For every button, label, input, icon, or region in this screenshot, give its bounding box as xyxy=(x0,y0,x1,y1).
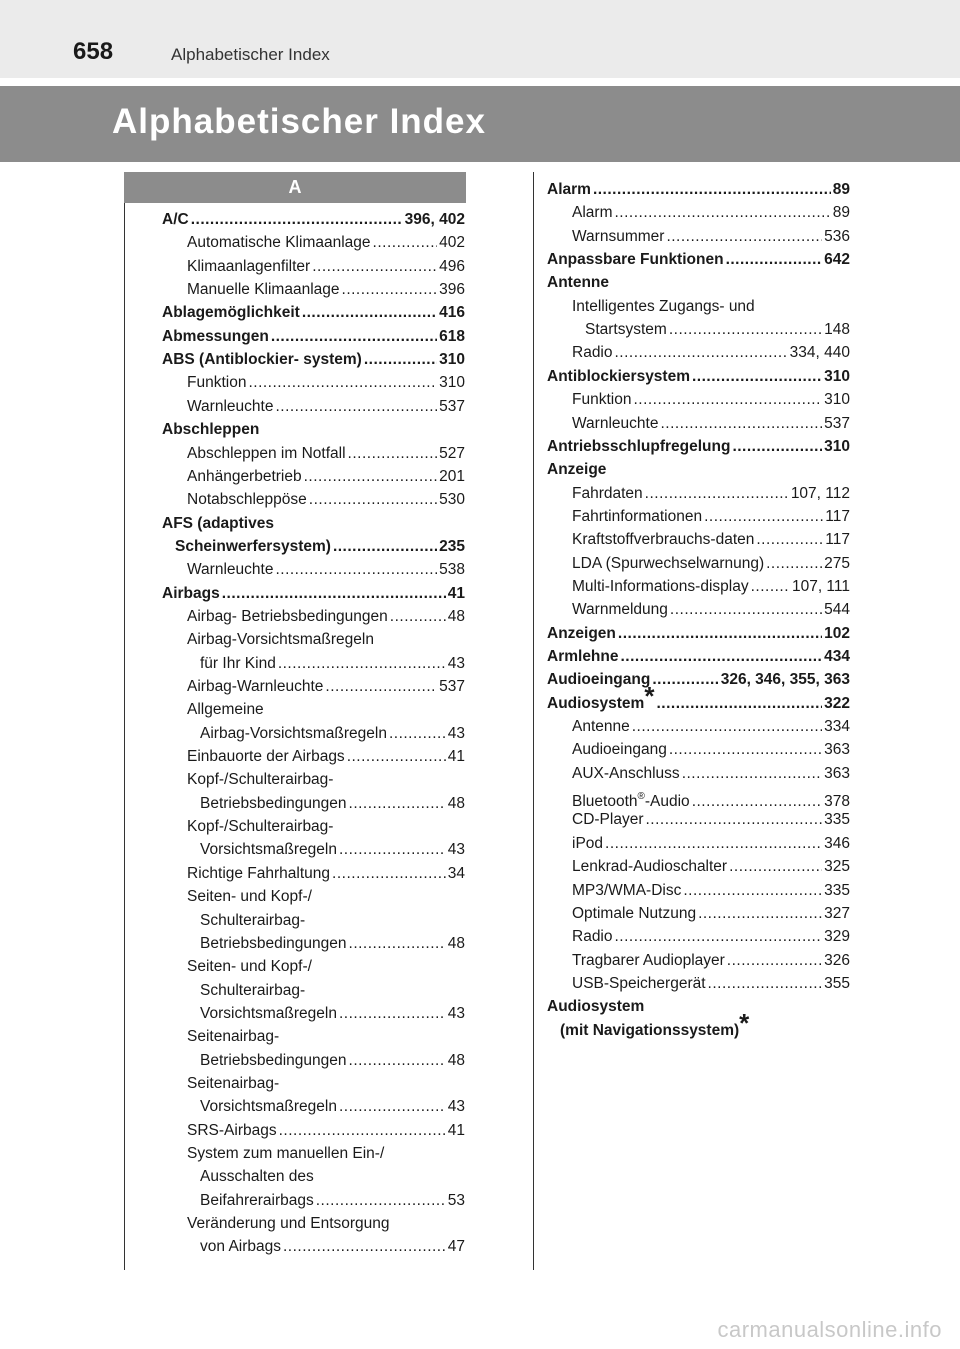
index-entry xyxy=(585,320,850,342)
page-reference: 334 xyxy=(824,718,850,736)
dot-leader xyxy=(325,677,437,697)
index-term: Anzeige xyxy=(547,461,607,479)
dot-leader xyxy=(342,280,438,300)
page-reference: 434 xyxy=(824,648,850,665)
dot-leader xyxy=(660,414,822,434)
index-entry xyxy=(187,1121,465,1143)
watermark: carmanualsonline.info xyxy=(717,1317,942,1342)
index-entry xyxy=(572,577,850,599)
index-term: Einbauorte der Airbags xyxy=(187,748,345,766)
index-entry xyxy=(162,327,465,349)
page-reference: 47 xyxy=(447,1238,465,1256)
index-entry xyxy=(187,887,465,909)
index-term: Fahrdaten xyxy=(572,484,643,502)
dot-leader xyxy=(726,250,823,270)
index-term: Ablagemöglichkeit xyxy=(162,304,300,322)
index-term: Warnleuchte xyxy=(187,397,274,415)
title-band xyxy=(0,86,960,162)
page-reference: 329 xyxy=(824,928,850,946)
index-term: Seitenairbag- xyxy=(187,1028,280,1046)
index-entry xyxy=(200,794,465,816)
index-entry xyxy=(187,1027,465,1049)
index-term: Airbag-Vorsichtsmaßregeln xyxy=(200,724,387,742)
index-entry xyxy=(200,1191,465,1213)
index-entry xyxy=(162,350,465,372)
index-term: Antriebsschlupfregelung xyxy=(547,437,731,455)
index-entry xyxy=(162,420,465,442)
dot-leader xyxy=(732,437,822,457)
index-term: Manuelle Klimaanlage xyxy=(187,281,340,299)
dot-leader xyxy=(349,934,446,954)
dot-leader xyxy=(652,670,718,690)
index-entry xyxy=(162,303,465,325)
index-term: (mit Navigationssystem) xyxy=(560,1021,740,1039)
index-entry xyxy=(200,1051,465,1073)
index-term: von Airbags xyxy=(200,1238,281,1256)
index-term: Antiblockiersystem xyxy=(547,367,690,385)
index-term: Airbag-Warnleuchte xyxy=(187,678,324,695)
dot-leader xyxy=(373,233,438,253)
dot-leader xyxy=(751,577,790,597)
index-term: Betriebsbedingungen xyxy=(200,1051,347,1069)
index-entry xyxy=(572,974,850,996)
index-entry xyxy=(560,1007,850,1043)
dot-leader xyxy=(278,654,446,674)
index-term: Anzeigen xyxy=(547,624,616,642)
dot-leader xyxy=(605,834,822,854)
dot-leader xyxy=(756,530,823,550)
index-term: Scheinwerfersystem) xyxy=(175,537,331,555)
page-reference: 335 xyxy=(824,881,850,899)
dot-leader xyxy=(621,647,823,667)
page-reference: 310 xyxy=(824,391,850,409)
index-entry xyxy=(187,280,465,302)
index-term: Warnleuchte xyxy=(572,414,659,432)
index-entry xyxy=(187,490,465,512)
index-entry xyxy=(187,630,465,652)
index-entry xyxy=(547,460,850,482)
index-term: USB-Speichergerät xyxy=(572,974,706,992)
dot-leader xyxy=(656,694,822,714)
index-term: Notabschleppöse xyxy=(187,491,307,509)
dot-leader xyxy=(729,857,822,877)
index-term: Audioeingang xyxy=(572,741,667,759)
page-reference: 43 xyxy=(447,1004,465,1022)
page-reference: 402 xyxy=(439,234,465,252)
dot-leader xyxy=(316,1191,446,1211)
page-reference: 43 xyxy=(447,1098,465,1116)
page-reference: 34 xyxy=(447,864,465,882)
page-reference: 117 xyxy=(825,507,850,525)
index-term: Alarm xyxy=(547,181,591,198)
page-reference: 335 xyxy=(824,811,850,829)
dot-leader xyxy=(275,397,437,417)
page-reference: 48 xyxy=(447,607,465,625)
index-entry xyxy=(200,981,465,1003)
page-reference: 355 xyxy=(824,974,850,992)
dot-leader xyxy=(727,951,822,971)
dot-leader xyxy=(275,560,437,580)
index-term: Warnmeldung xyxy=(572,601,668,619)
page-reference: 41 xyxy=(447,1121,465,1139)
index-entry xyxy=(187,1144,465,1166)
index-term: Antenne xyxy=(547,274,609,292)
index-entry xyxy=(175,537,465,559)
index-entry xyxy=(187,770,465,792)
dot-leader xyxy=(332,864,446,884)
index-term: MP3/WMA-Disc xyxy=(572,881,682,899)
index-entry xyxy=(572,904,850,926)
index-entry xyxy=(187,257,465,279)
page-reference: 326, 346, 355, 363 xyxy=(720,671,850,689)
index-term: Alarm xyxy=(572,204,613,222)
dot-leader xyxy=(633,390,822,410)
index-entry xyxy=(572,390,850,412)
index-entry xyxy=(572,414,850,436)
dot-leader xyxy=(614,203,830,223)
index-entry xyxy=(187,864,465,886)
dot-leader xyxy=(645,810,822,830)
dot-leader xyxy=(669,740,822,760)
dot-leader xyxy=(283,1237,446,1257)
index-entry xyxy=(200,1237,465,1259)
index-entry xyxy=(187,607,465,629)
page-reference: 148 xyxy=(824,321,850,339)
dot-leader xyxy=(766,554,822,574)
index-term: Radio xyxy=(572,344,613,362)
index-entry xyxy=(187,700,465,722)
index-entry xyxy=(200,1097,465,1119)
dot-leader xyxy=(615,343,788,363)
index-entry xyxy=(572,530,850,552)
page-reference: 43 xyxy=(447,841,465,859)
index-term: Vorsichtsmaßregeln xyxy=(200,1004,337,1022)
page-reference: 396 xyxy=(439,281,465,299)
page-reference: 235 xyxy=(439,537,465,555)
index-term: Airbags xyxy=(162,584,220,602)
page-reference: 537 xyxy=(824,414,850,432)
index-entry xyxy=(187,397,465,419)
index-term: Beifahrerairbags xyxy=(200,1191,314,1209)
index-term: LDA (Spurwechselwarnung) xyxy=(572,554,765,572)
index-entry xyxy=(572,600,850,622)
index-term: AUX-Anschluss xyxy=(572,764,680,782)
index-entry xyxy=(187,677,465,699)
dot-leader xyxy=(349,794,446,814)
page-reference: 378 xyxy=(824,793,850,811)
page-reference: 325 xyxy=(824,858,850,876)
dot-leader xyxy=(339,1004,446,1024)
page-reference: 48 xyxy=(447,1051,465,1069)
dot-leader xyxy=(682,764,822,784)
dot-leader xyxy=(339,840,446,860)
page-reference: 363 xyxy=(824,764,850,782)
index-entry xyxy=(187,1074,465,1096)
index-entry xyxy=(547,437,850,459)
index-term: Seiten- und Kopf-/ xyxy=(187,958,312,976)
page-reference: 43 xyxy=(447,724,465,742)
index-term: Bluetooth®-Audio xyxy=(572,791,690,811)
index-term: Kraftstoffverbrauchs-daten xyxy=(572,531,755,549)
index-term: Schulterairbag- xyxy=(200,911,306,929)
index-entry xyxy=(572,297,850,319)
column-divider xyxy=(533,172,534,1270)
dot-leader xyxy=(339,1097,446,1117)
index-entry xyxy=(187,467,465,489)
index-term: ABS (Antiblockier- system) xyxy=(162,351,362,369)
index-term: Ausschalten des xyxy=(200,1168,314,1186)
page-reference: 89 xyxy=(832,204,850,222)
index-term: Abmessungen xyxy=(162,327,269,345)
page-reference: 107, 111 xyxy=(791,577,850,595)
page-reference: 48 xyxy=(447,934,465,952)
index-entry xyxy=(547,997,850,1019)
index-term: Veränderung und Entsorgung xyxy=(187,1215,390,1233)
index-term: Abschleppen im Notfall xyxy=(187,444,346,462)
page-reference: 530 xyxy=(439,491,465,509)
page-reference: 396, 402 xyxy=(404,211,465,228)
page-reference: 326 xyxy=(824,951,850,969)
index-term: Startsystem xyxy=(585,321,667,339)
index-term: Optimale Nutzung xyxy=(572,904,697,922)
index-term: Airbag- Betriebsbedingungen xyxy=(187,607,388,625)
page-reference: 41 xyxy=(447,584,465,602)
index-entry xyxy=(547,624,850,646)
index-entry xyxy=(547,367,850,389)
page-reference: 334, 440 xyxy=(789,344,850,362)
index-term: Audiosystem xyxy=(547,998,645,1016)
dot-leader xyxy=(618,624,822,644)
index-term: für Ihr Kind xyxy=(200,654,276,672)
dot-leader xyxy=(692,792,822,812)
index-entry xyxy=(200,1167,465,1189)
page-reference: 53 xyxy=(447,1191,465,1209)
index-entry xyxy=(572,810,850,832)
dot-leader xyxy=(645,484,789,504)
dot-leader xyxy=(348,444,438,464)
index-term: Seiten- und Kopf-/ xyxy=(187,888,312,906)
index-entry xyxy=(187,373,465,395)
page-number: 658 xyxy=(73,38,114,65)
page-reference: 618 xyxy=(439,327,465,345)
page-title: Alphabetischer Index xyxy=(112,102,486,141)
dot-leader xyxy=(683,881,822,901)
dot-leader xyxy=(593,180,831,200)
index-term: Kopf-/Schulterairbag- xyxy=(187,818,334,836)
page-reference: 544 xyxy=(824,601,850,619)
dot-leader xyxy=(692,367,822,387)
header-bar xyxy=(0,0,960,78)
page-reference: 536 xyxy=(824,227,850,245)
page-reference: 496 xyxy=(439,257,465,275)
index-entry xyxy=(547,647,850,669)
index-entry xyxy=(572,203,850,225)
index-term: Automatische Klimaanlage xyxy=(187,234,371,252)
index-term: System zum manuellen Ein-/ xyxy=(187,1145,385,1162)
running-header-title: Alphabetischer Index xyxy=(171,45,330,64)
index-entry xyxy=(547,180,850,202)
page-reference: 322 xyxy=(824,694,850,712)
index-term: Kopf-/Schulterairbag- xyxy=(187,771,334,789)
index-term: Betriebsbedingungen xyxy=(200,794,347,812)
index-term: Intelligentes Zugangs- und xyxy=(572,297,755,315)
dot-leader xyxy=(364,350,437,370)
index-entry xyxy=(547,670,850,692)
index-term: Allgemeine xyxy=(187,701,264,719)
dot-leader xyxy=(222,584,446,604)
dot-leader xyxy=(698,904,822,924)
index-entry xyxy=(572,927,850,949)
index-entry xyxy=(200,840,465,862)
index-entry xyxy=(572,787,850,809)
page-reference: 363 xyxy=(824,741,850,759)
index-term: Richtige Fahrhaltung xyxy=(187,864,331,882)
asterisk-icon: * xyxy=(644,680,655,711)
index-entry xyxy=(572,951,850,973)
page-reference: 41 xyxy=(447,748,465,766)
index-term: Lenkrad-Audioschalter xyxy=(572,858,728,876)
index-entry xyxy=(547,273,850,295)
dot-leader xyxy=(191,210,403,230)
index-entry xyxy=(162,584,465,606)
index-term: Seitenairbag- xyxy=(187,1074,280,1092)
index-entry xyxy=(162,210,465,232)
page-reference: 310 xyxy=(824,437,850,455)
index-term: Tragbarer Audioplayer xyxy=(572,951,725,969)
index-term: Armlehne xyxy=(547,648,619,665)
index-term: Multi-Informations-display xyxy=(572,577,749,595)
dot-leader xyxy=(347,747,446,767)
index-term: CD-Player xyxy=(572,811,644,829)
index-entry xyxy=(187,1214,465,1236)
page-reference: 102 xyxy=(824,624,850,642)
index-term: Fahrtinformationen xyxy=(572,507,703,525)
index-term: Betriebsbedingungen xyxy=(200,934,347,952)
dot-leader xyxy=(708,974,823,994)
index-entry xyxy=(572,484,850,506)
index-entry xyxy=(200,724,465,746)
page-reference: 416 xyxy=(439,304,465,322)
index-term: A/C xyxy=(162,211,189,228)
index-entry xyxy=(547,250,850,272)
page-reference: 642 xyxy=(824,251,850,269)
index-term: Warnsummer xyxy=(572,227,665,245)
index-entry xyxy=(572,740,850,762)
index-term: Airbag-Vorsichtsmaßregeln xyxy=(187,631,374,649)
index-term: Funktion xyxy=(187,374,247,392)
index-entry xyxy=(200,1004,465,1026)
page-reference: 310 xyxy=(439,374,465,392)
dot-leader xyxy=(302,303,437,323)
dot-leader xyxy=(615,927,823,947)
dot-leader xyxy=(389,724,446,744)
index-term: Antenne xyxy=(572,718,630,736)
dot-leader xyxy=(271,327,437,347)
index-term: Anpassbare Funktionen xyxy=(547,251,724,269)
page-reference: 43 xyxy=(447,654,465,672)
letter-heading: A xyxy=(124,172,466,203)
index-term: Audioeingang xyxy=(547,671,651,689)
index-entry xyxy=(572,834,850,856)
dot-leader xyxy=(349,1051,446,1071)
index-entry xyxy=(187,817,465,839)
page-reference: 327 xyxy=(824,904,850,922)
page-reference: 48 xyxy=(447,794,465,812)
dot-leader xyxy=(670,600,822,620)
dot-leader xyxy=(279,1121,446,1141)
index-term: AFS (adaptives xyxy=(162,514,274,532)
index-term: Abschleppen xyxy=(162,421,260,439)
dot-leader xyxy=(669,320,822,340)
page-reference: 527 xyxy=(439,444,465,462)
index-term: Schulterairbag- xyxy=(200,981,306,999)
page-reference: 310 xyxy=(824,367,850,385)
index-term: iPod xyxy=(572,834,604,852)
dot-leader xyxy=(632,717,822,737)
dot-leader xyxy=(312,257,437,277)
index-term: Vorsichtsmaßregeln xyxy=(200,841,337,859)
index-entry xyxy=(572,554,850,576)
page-reference: 310 xyxy=(439,351,465,369)
index-term: SRS-Airbags xyxy=(187,1121,277,1139)
page-reference: 537 xyxy=(439,678,465,695)
dot-leader xyxy=(309,490,437,510)
index-entry xyxy=(572,343,850,365)
page-reference: 107, 112 xyxy=(790,484,850,502)
index-entry xyxy=(200,911,465,933)
index-term: Vorsichtsmaßregeln xyxy=(200,1098,337,1116)
index-entry xyxy=(187,444,465,466)
index-entry xyxy=(572,507,850,529)
page-reference: 275 xyxy=(824,554,850,572)
index-entry xyxy=(572,764,850,786)
index-entry xyxy=(187,233,465,255)
index-entry xyxy=(572,717,850,739)
index-entry xyxy=(572,857,850,879)
index-entry xyxy=(572,881,850,903)
dot-leader xyxy=(704,507,823,527)
index-term: Funktion xyxy=(572,391,632,409)
dot-leader xyxy=(248,373,437,393)
dot-leader xyxy=(304,467,438,487)
page-reference: 537 xyxy=(439,397,465,415)
dot-leader xyxy=(390,607,446,627)
index-term: Klimaanlagenfilter xyxy=(187,257,311,275)
index-entry xyxy=(200,934,465,956)
index-entry xyxy=(200,654,465,676)
index-entry xyxy=(187,560,465,582)
dot-leader xyxy=(333,537,437,557)
page-reference: 89 xyxy=(832,181,850,198)
left-column-rule xyxy=(124,203,125,1270)
page-reference: 117 xyxy=(825,531,850,549)
index-entry xyxy=(187,957,465,979)
dot-leader xyxy=(666,227,822,247)
page-reference: 346 xyxy=(824,834,850,852)
index-entry xyxy=(187,747,465,769)
page-reference: 538 xyxy=(439,561,465,579)
index-term: Audiosystem* xyxy=(547,680,655,712)
asterisk-icon: * xyxy=(739,1007,750,1038)
index-term: Warnleuchte xyxy=(187,561,274,579)
index-entry xyxy=(572,227,850,249)
index-term: Anhängerbetrieb xyxy=(187,467,302,485)
page-reference: 201 xyxy=(439,467,465,485)
index-term: Radio xyxy=(572,928,613,946)
index-entry xyxy=(162,514,465,536)
